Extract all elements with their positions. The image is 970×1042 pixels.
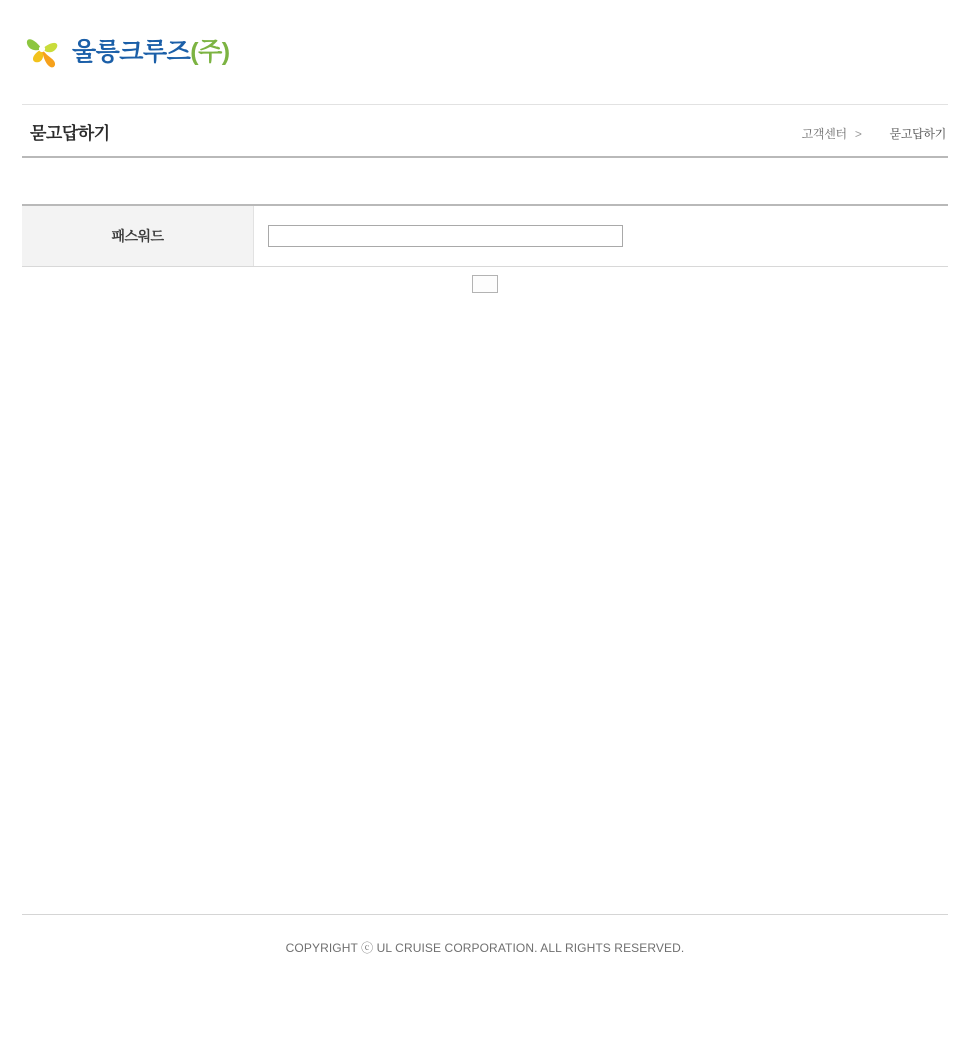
site-header [0,0,970,104]
password-label: 패스워드 [22,206,254,266]
site-logo[interactable] [22,28,230,72]
page-title-bar [22,104,948,158]
copyright-text: COPYRIGHT ⓒ UL CRUISE CORPORATION. ALL RIGHTS RESERVED. [285,941,685,955]
password-form-table [22,204,948,267]
password-input[interactable] [268,225,623,247]
password-input-cell [254,206,948,266]
form-button-row [22,275,948,293]
breadcrumb [802,125,946,142]
submit-button[interactable] [472,275,498,293]
site-footer [22,914,948,956]
breadcrumb-parent[interactable]: 고객센터 [801,127,847,141]
breadcrumb-separator: > [854,126,862,141]
page-title: 묻고답하기 [30,124,110,143]
site-logo-text-main: 울릉크루즈 [72,38,191,66]
breadcrumb-current: 묻고답하기 [889,127,946,141]
propeller-flower-logo-icon [22,28,62,72]
site-logo-text-suffix: (주) [190,38,230,66]
main-content [22,158,948,293]
site-logo-text [72,32,230,68]
content-spacer [22,158,948,204]
